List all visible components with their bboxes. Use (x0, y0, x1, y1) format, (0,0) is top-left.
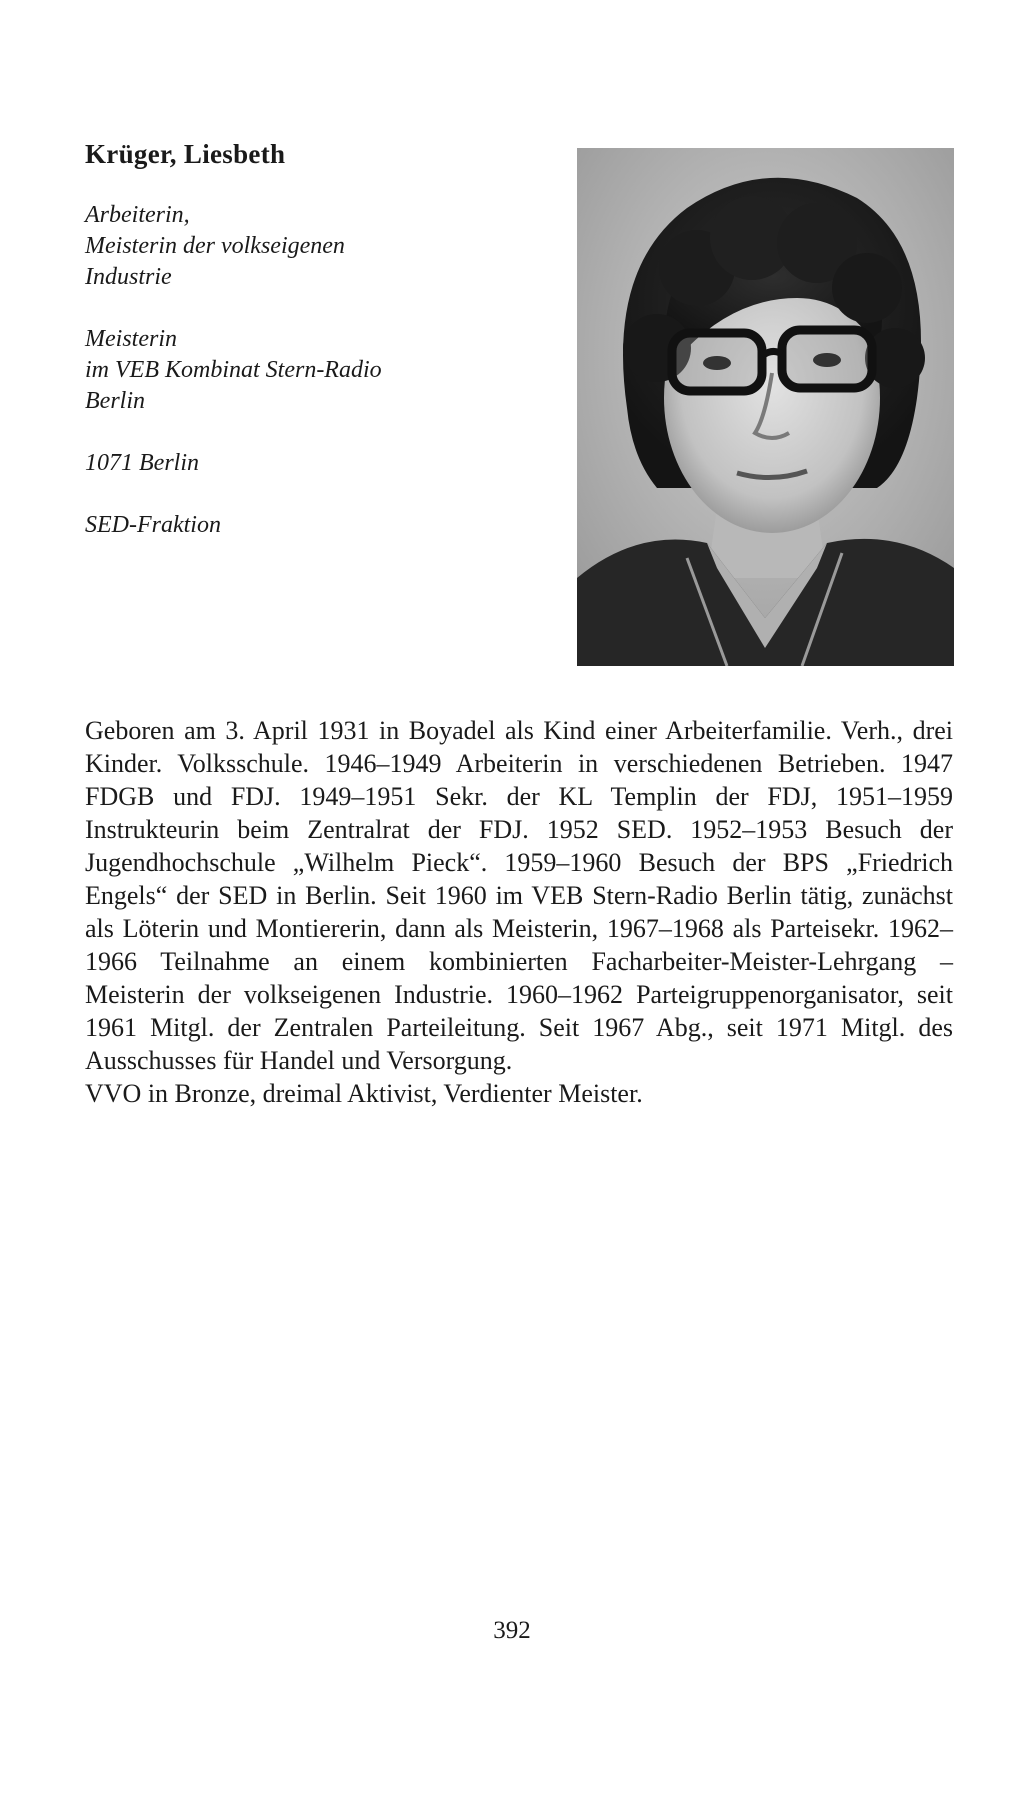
position-line: Meisterin (85, 326, 177, 352)
biography (85, 714, 953, 1110)
position-line: Berlin (85, 388, 145, 414)
profession-line: Industrie (85, 264, 172, 290)
profession (85, 200, 555, 293)
profession-line: Meisterin der volkseigenen (85, 233, 345, 259)
biography-text: Geboren am 3. April 1931 in Boyadel als Kind einer Arbeiterfamilie. Verh., drei Kinder. Volksschule. 1946–1949 Arbeiterin in verschiedenen Betrieben. 1947 FDGB und FDJ. 1949–1951 Sekr. der KL Templin der FDJ, 1951–1959 Instrukteurin beim Zentralrat der FDJ. 1952 SED. 1952–1953 Besuch der Jugendhochschule „Wilhelm Pieck“. 1959–1960 Besuch der BPS „Friedrich Engels“ der SED in Berlin. Seit 1960 im VEB Stern-Radio Berlin tätig, zunächst als Löterin und Montiererin, dann als Meisterin, 1967–1968 als Parteisekr. 1962–1966 Teilnahme an einem kombinierten Facharbeiter-Meister-Lehrgang – Meisterin der volkseigenen Industrie. 1960–1962 Parteigruppenorganisator, seit 1961 Mitgl. der Zentralen Parteileitung. Seit 1967 Abg., seit 1971 Mitgl. des Ausschusses für Handel und Versorgung. (85, 716, 953, 1075)
entry-details (85, 200, 555, 572)
position (85, 324, 555, 417)
awards-text: VVO in Bronze, dreimal Aktivist, Verdienter Meister. (85, 1079, 643, 1108)
profession-line: Arbeiterin, (85, 202, 190, 228)
faction-text: SED-Fraktion (85, 512, 221, 538)
faction (85, 510, 555, 541)
position-line: im VEB Kombinat Stern-Radio (85, 357, 382, 383)
address-text: 1071 Berlin (85, 450, 199, 476)
page-number: 392 (493, 1617, 531, 1644)
portrait-photo (577, 148, 954, 666)
entry-name: Krüger, Liesbeth (85, 139, 286, 169)
address (85, 448, 555, 479)
